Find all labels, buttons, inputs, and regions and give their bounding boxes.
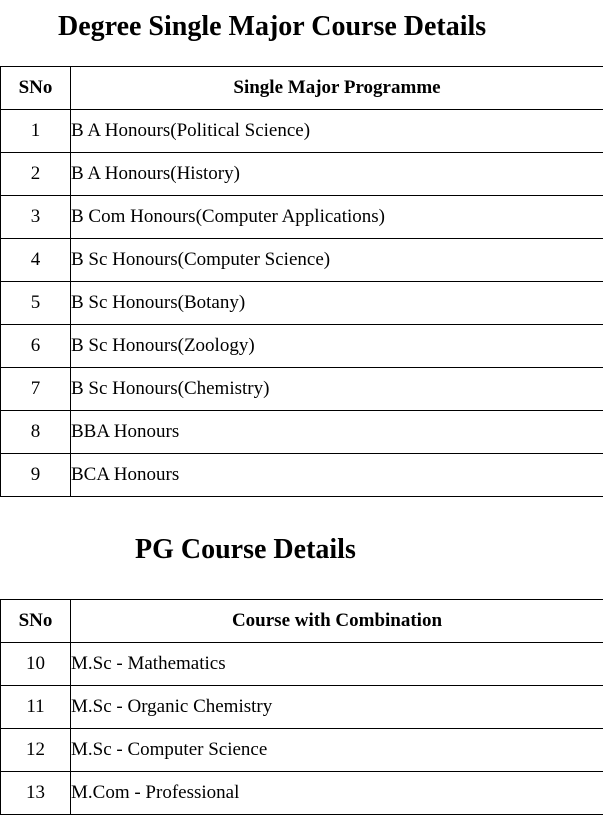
course-name-cell: B Sc Honours(Computer Science) (71, 239, 603, 282)
course-name-cell: BBA Honours (71, 411, 603, 454)
sno-cell: 1 (1, 110, 71, 153)
course-name-cell: B Sc Honours(Chemistry) (71, 368, 603, 411)
sno-cell: 8 (1, 411, 71, 454)
course-name-cell: M.Sc - Computer Science (71, 729, 603, 772)
course-name-cell: B A Honours(History) (71, 153, 603, 196)
table-row (1, 153, 603, 196)
sno-cell: 2 (1, 153, 71, 196)
course-name-cell: M.Com - Professional (71, 772, 603, 815)
table-row (1, 454, 603, 497)
table-row (1, 411, 603, 454)
course-name-cell: M.Sc - Organic Chemistry (71, 686, 603, 729)
table-header-row (1, 67, 603, 110)
course-name-cell: B Sc Honours(Zoology) (71, 325, 603, 368)
table-header-row (1, 600, 603, 643)
table-row (1, 325, 603, 368)
sno-cell: 5 (1, 282, 71, 325)
sno-cell: 10 (1, 643, 71, 686)
course-name-cell: M.Sc - Mathematics (71, 643, 603, 686)
course-name-cell: B Com Honours(Computer Applications) (71, 196, 603, 239)
programme-header: Single Major Programme (71, 67, 603, 110)
sno-cell: 9 (1, 454, 71, 497)
sno-cell: 7 (1, 368, 71, 411)
sno-cell: 3 (1, 196, 71, 239)
sno-header: SNo (1, 67, 71, 110)
table-row (1, 282, 603, 325)
sno-cell: 6 (1, 325, 71, 368)
course-name-cell: B A Honours(Political Science) (71, 110, 603, 153)
course-name-cell: BCA Honours (71, 454, 603, 497)
degree-course-table (0, 66, 603, 497)
table-row (1, 239, 603, 282)
table-row (1, 368, 603, 411)
sno-cell: 13 (1, 772, 71, 815)
course-name-cell: B Sc Honours(Botany) (71, 282, 603, 325)
sno-cell: 11 (1, 686, 71, 729)
table-row (1, 196, 603, 239)
table-row (1, 110, 603, 153)
degree-section-title: Degree Single Major Course Details (58, 11, 487, 42)
pg-course-table (0, 599, 603, 815)
table-row (1, 643, 603, 686)
sno-header: SNo (1, 600, 71, 643)
course-combination-header: Course with Combination (71, 600, 603, 643)
table-row (1, 729, 603, 772)
table-row (1, 686, 603, 729)
sno-cell: 4 (1, 239, 71, 282)
sno-cell: 12 (1, 729, 71, 772)
table-row (1, 772, 603, 815)
pg-section-title: PG Course Details (135, 534, 356, 565)
